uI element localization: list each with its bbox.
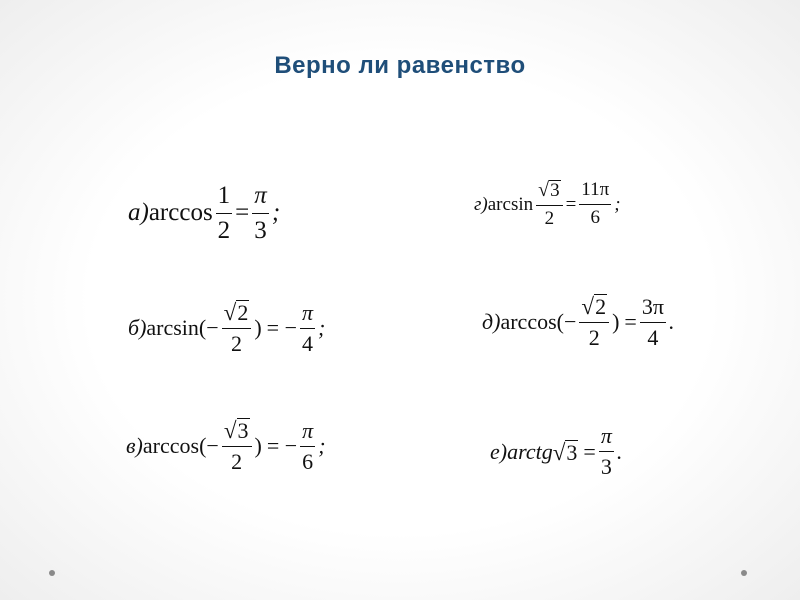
arg-fraction-d [579,294,609,350]
end-g: ; [614,193,621,215]
eq-v: = − [266,433,298,459]
label-d: д) [482,309,501,335]
arg-num-a: 1 [217,182,231,209]
sqrt-v: √ 3 [223,417,249,443]
label-a: а) [128,199,149,226]
arg-den-v: 2 [231,449,243,475]
func-v: arccos(− [142,433,219,459]
eq-e: = [583,438,596,464]
sqrt-e: √ 3 [552,438,578,465]
arg-den-b: 2 [231,331,242,357]
eq-d: = [624,309,637,335]
equation-d [482,294,674,350]
equation-g [474,180,621,230]
arg-fraction-g [536,180,562,230]
eq-g: = [565,193,577,215]
arg-den-d: 2 [588,325,600,351]
end-v: ; [318,433,326,459]
arg-rad-v: 3 [237,418,249,443]
label-v: в) [126,433,143,459]
label-e: е) [490,438,508,464]
label-b: б) [128,315,147,341]
close-d: ) [612,309,620,335]
res-den-e: 3 [600,454,612,480]
res-num-b: π [302,299,314,325]
arg-fraction-v [222,418,252,474]
arg-num-v [222,418,252,443]
res-num-d: 3π [641,293,664,319]
arg-rad-b: 2 [237,300,249,325]
func-b: arcsin(− [146,315,219,341]
arg-fraction-b [222,300,252,356]
sqrt-d: √ 2 [581,293,607,319]
equation-b [128,300,325,356]
arg-den-g: 2 [544,207,555,229]
arg-num-b [222,300,252,325]
slide-title: Верно ли равенство [274,52,526,79]
sqrt-g: √ 3 [538,178,560,201]
end-a: ; [271,199,281,226]
end-e: . [616,438,623,464]
res-den-a: 3 [254,216,267,244]
arg-rad-g: 3 [550,180,560,201]
arg-num-g [536,180,562,202]
arg-rad-e: 3 [566,439,578,465]
sqrt-b: √ 2 [223,299,249,325]
end-b: ; [318,315,326,341]
arg-num-d [579,294,609,319]
res-fraction-d [640,295,666,350]
eq-a: = [235,199,250,226]
equation-v [126,418,326,474]
arg-rad-d: 2 [595,294,607,319]
res-num-v: π [302,417,314,443]
close-b: ) [254,315,262,341]
arg-den-a: 2 [217,216,231,244]
res-den-d: 4 [647,324,659,350]
arg-fraction-a [216,182,233,244]
res-den-b: 4 [302,330,314,356]
corner-dot-right [741,570,747,576]
end-d: . [668,309,675,335]
res-fraction-a [252,182,269,244]
corner-dot-left [49,570,55,576]
func-e: arctg [507,438,553,464]
func-d: arccos(− [500,309,577,335]
res-fraction-v [300,419,315,474]
res-den-v: 6 [302,448,314,474]
eq-b: = − [266,315,297,341]
res-num-e: π [600,423,612,448]
res-fraction-g [579,180,611,229]
func-g: arcsin [487,193,534,215]
close-v: ) [254,433,262,459]
res-den-g: 6 [590,207,600,229]
equation-a [128,182,280,244]
res-num-a: π [254,182,267,209]
equation-e [490,424,622,479]
res-fraction-b [300,301,315,356]
res-fraction-e [599,424,614,479]
label-g: г) [474,193,488,215]
res-num-g: 11π [581,179,610,201]
func-a: arccos [148,199,213,226]
